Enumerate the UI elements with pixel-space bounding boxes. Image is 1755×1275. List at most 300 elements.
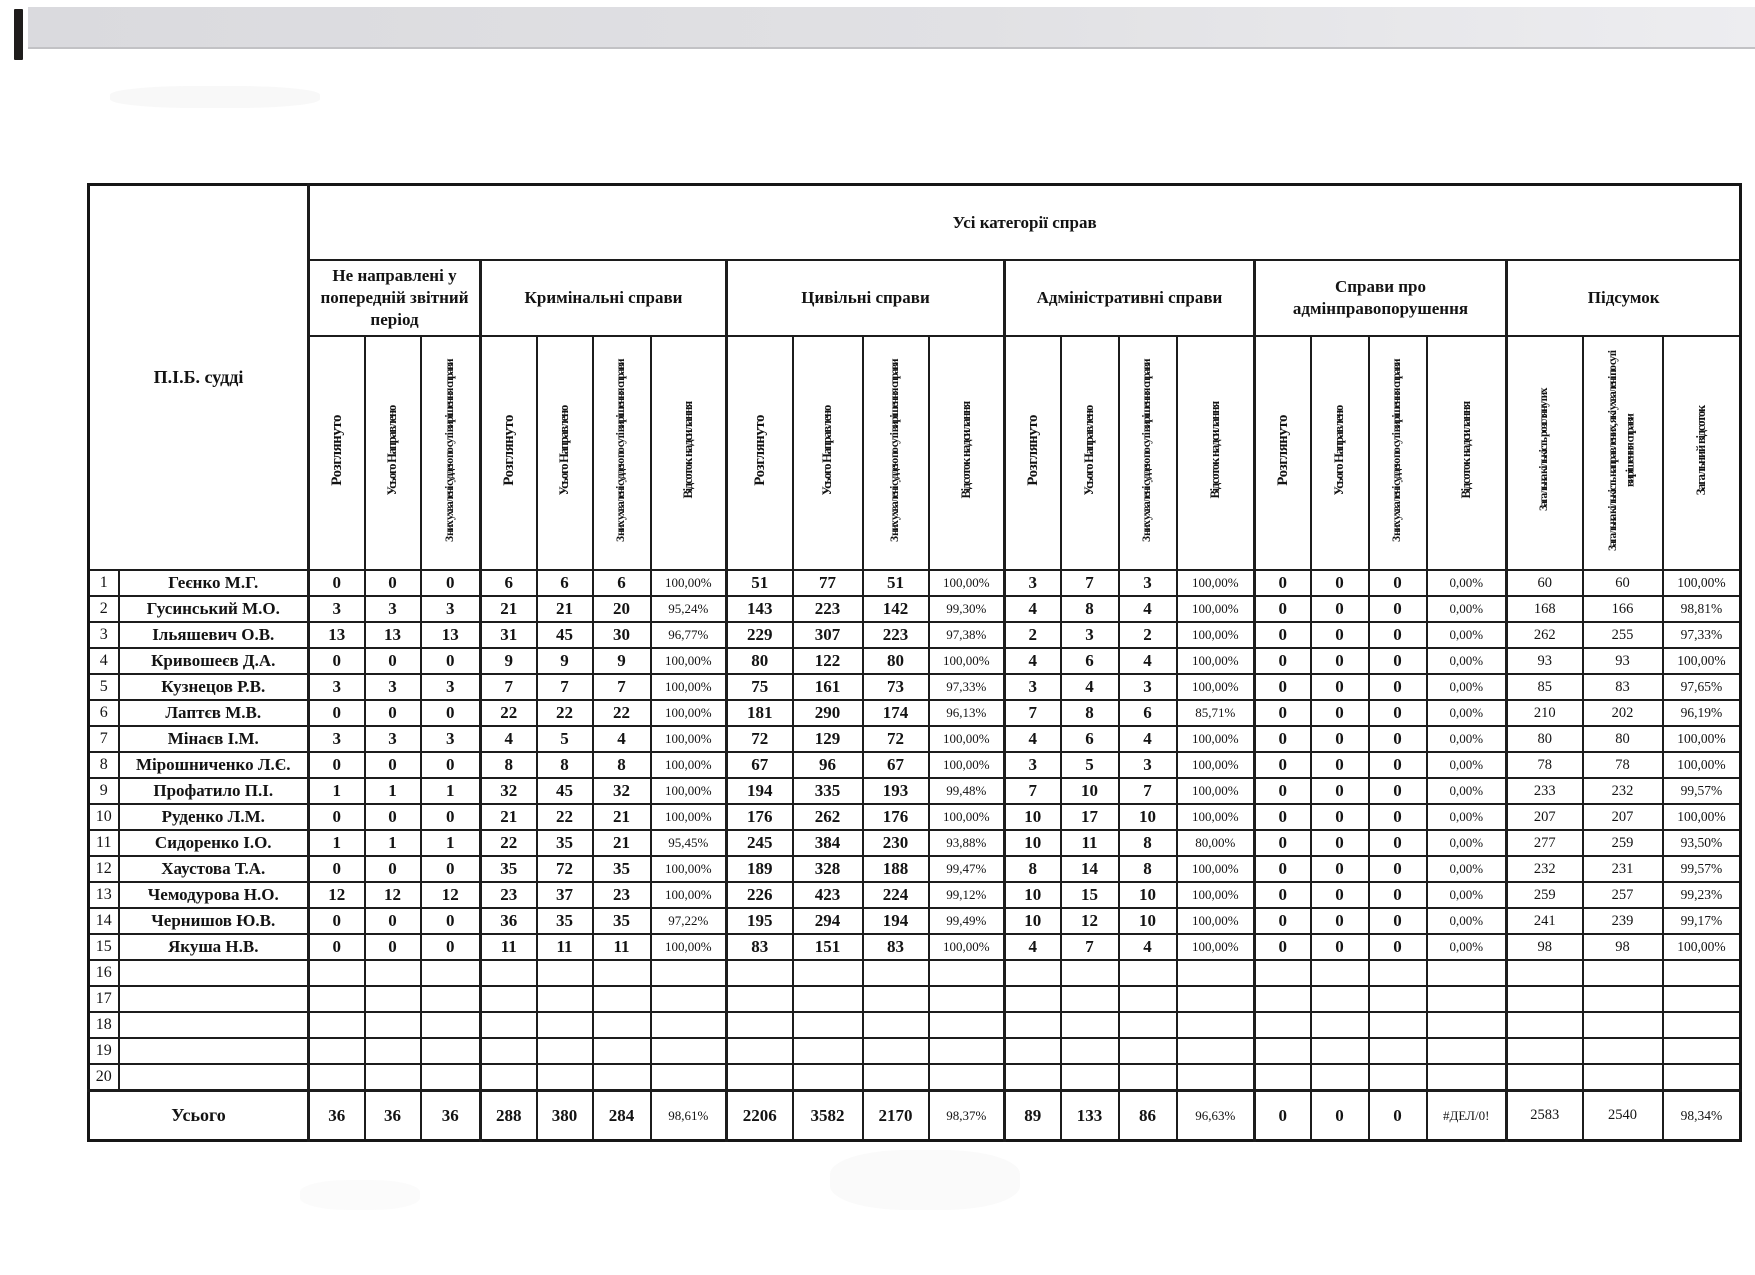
value-cell: 4 bbox=[1005, 934, 1061, 960]
column-header: Усього Направлено bbox=[1082, 405, 1097, 496]
value-cell bbox=[1005, 1012, 1061, 1038]
percent-cell: 100,00% bbox=[1177, 934, 1255, 960]
value-cell: 1 bbox=[421, 778, 481, 804]
value-cell: 12 bbox=[1061, 908, 1119, 934]
value-cell: 10 bbox=[1005, 908, 1061, 934]
value-cell: 51 bbox=[863, 570, 929, 596]
value-cell bbox=[309, 1038, 365, 1064]
summary-cell: 100,00% bbox=[1663, 752, 1741, 778]
column-header: Розглянуто bbox=[500, 415, 517, 486]
percent-cell bbox=[929, 1012, 1005, 1038]
row-number-cell: 7 bbox=[89, 726, 119, 752]
summary-cell bbox=[1507, 960, 1583, 986]
summary-cell: 97,33% bbox=[1663, 622, 1741, 648]
value-cell bbox=[365, 1012, 421, 1038]
value-cell: 4 bbox=[1119, 648, 1177, 674]
table-row bbox=[89, 752, 1741, 778]
value-cell: 9 bbox=[593, 648, 651, 674]
judge-name-cell bbox=[119, 1012, 309, 1038]
value-cell: 0 bbox=[1255, 778, 1311, 804]
table-row bbox=[89, 1038, 1741, 1064]
column-header-cell bbox=[537, 336, 593, 570]
summary-cell: 60 bbox=[1507, 570, 1583, 596]
column-header-cell bbox=[365, 336, 421, 570]
column-header-cell bbox=[929, 336, 1005, 570]
row-number-cell: 8 bbox=[89, 752, 119, 778]
percent-cell: 0,00% bbox=[1427, 570, 1507, 596]
value-cell: 0 bbox=[1255, 752, 1311, 778]
column-header-cell bbox=[1311, 336, 1369, 570]
percent-cell bbox=[1177, 1012, 1255, 1038]
column-header: Загальна кількість розглянутих bbox=[1538, 389, 1551, 512]
value-cell: 161 bbox=[793, 674, 863, 700]
value-cell: 0 bbox=[1369, 908, 1427, 934]
value-cell: 229 bbox=[727, 622, 793, 648]
value-cell: 5 bbox=[1061, 752, 1119, 778]
percent-cell: 100,00% bbox=[1177, 752, 1255, 778]
value-cell: 23 bbox=[593, 882, 651, 908]
value-cell: 0 bbox=[365, 700, 421, 726]
value-cell: 0 bbox=[1255, 648, 1311, 674]
value-cell: 80 bbox=[727, 648, 793, 674]
value-cell: 21 bbox=[481, 596, 537, 622]
value-cell bbox=[1255, 1038, 1311, 1064]
percent-cell bbox=[1427, 1012, 1507, 1038]
value-cell: 4 bbox=[1119, 934, 1177, 960]
summary-cell: 99,23% bbox=[1663, 882, 1741, 908]
value-cell: 0 bbox=[365, 856, 421, 882]
table-row bbox=[89, 804, 1741, 830]
summary-cell: 93,50% bbox=[1663, 830, 1741, 856]
percent-cell bbox=[929, 960, 1005, 986]
value-cell: 0 bbox=[309, 570, 365, 596]
percent-cell: 100,00% bbox=[929, 570, 1005, 596]
total-value-cell: 2540 bbox=[1583, 1091, 1663, 1141]
summary-cell: 85 bbox=[1507, 674, 1583, 700]
scanner-mark-artifact bbox=[14, 9, 23, 60]
percent-cell bbox=[1177, 1038, 1255, 1064]
value-cell: 0 bbox=[309, 856, 365, 882]
summary-cell bbox=[1663, 1012, 1741, 1038]
value-cell: 35 bbox=[593, 908, 651, 934]
value-cell: 11 bbox=[1061, 830, 1119, 856]
value-cell: 0 bbox=[421, 934, 481, 960]
percent-cell: 0,00% bbox=[1427, 934, 1507, 960]
value-cell bbox=[421, 1012, 481, 1038]
column-header-cell bbox=[1255, 336, 1311, 570]
column-header: Усього Направлено bbox=[820, 405, 835, 496]
value-cell: 129 bbox=[793, 726, 863, 752]
value-cell: 7 bbox=[1005, 700, 1061, 726]
value-cell: 0 bbox=[1311, 830, 1369, 856]
value-cell bbox=[593, 1038, 651, 1064]
value-cell bbox=[593, 960, 651, 986]
summary-cell: 93 bbox=[1583, 648, 1663, 674]
total-value-cell: 380 bbox=[537, 1091, 593, 1141]
total-value-cell: 0 bbox=[1255, 1091, 1311, 1141]
value-cell: 0 bbox=[309, 908, 365, 934]
row-number-cell: 13 bbox=[89, 882, 119, 908]
value-cell: 4 bbox=[1119, 596, 1177, 622]
value-cell bbox=[481, 1012, 537, 1038]
percent-cell: 96,13% bbox=[929, 700, 1005, 726]
value-cell: 83 bbox=[863, 934, 929, 960]
row-number-cell: 14 bbox=[89, 908, 119, 934]
column-header-cell bbox=[1583, 336, 1663, 570]
value-cell bbox=[537, 960, 593, 986]
row-number-cell: 2 bbox=[89, 596, 119, 622]
value-cell: 0 bbox=[365, 934, 421, 960]
judge-name-cell bbox=[119, 960, 309, 986]
value-cell bbox=[793, 1012, 863, 1038]
value-cell: 80 bbox=[863, 648, 929, 674]
table-row bbox=[89, 1012, 1741, 1038]
value-cell: 32 bbox=[593, 778, 651, 804]
row-number-cell: 4 bbox=[89, 648, 119, 674]
percent-cell: 0,00% bbox=[1427, 674, 1507, 700]
value-cell bbox=[309, 1012, 365, 1038]
value-cell: 6 bbox=[481, 570, 537, 596]
value-cell: 10 bbox=[1005, 804, 1061, 830]
value-cell: 0 bbox=[421, 570, 481, 596]
value-cell bbox=[727, 1012, 793, 1038]
value-cell: 0 bbox=[1311, 700, 1369, 726]
value-cell: 0 bbox=[1311, 674, 1369, 700]
group-header: Справи про адмінправопорушення bbox=[1255, 260, 1507, 336]
summary-cell: 207 bbox=[1507, 804, 1583, 830]
value-cell: 22 bbox=[537, 804, 593, 830]
summary-cell: 97,65% bbox=[1663, 674, 1741, 700]
value-cell: 13 bbox=[309, 622, 365, 648]
value-cell bbox=[863, 1012, 929, 1038]
value-cell: 0 bbox=[421, 804, 481, 830]
value-cell: 4 bbox=[481, 726, 537, 752]
column-header-cell bbox=[651, 336, 727, 570]
value-cell: 72 bbox=[863, 726, 929, 752]
judge-name-cell: Руденко Л.М. bbox=[119, 804, 309, 830]
value-cell: 0 bbox=[1369, 700, 1427, 726]
value-cell: 35 bbox=[481, 856, 537, 882]
summary-cell: 255 bbox=[1583, 622, 1663, 648]
percent-cell: 0,00% bbox=[1427, 700, 1507, 726]
value-cell: 35 bbox=[593, 856, 651, 882]
column-header: З них ухвалені суддею по суті вирішення справи bbox=[614, 359, 627, 542]
value-cell: 0 bbox=[365, 570, 421, 596]
judges-column-header: П.І.Б. судді bbox=[89, 185, 309, 571]
value-cell: 142 bbox=[863, 596, 929, 622]
value-cell: 45 bbox=[537, 622, 593, 648]
value-cell bbox=[1119, 1012, 1177, 1038]
value-cell: 72 bbox=[537, 856, 593, 882]
value-cell bbox=[863, 1064, 929, 1091]
value-cell: 11 bbox=[537, 934, 593, 960]
value-cell: 31 bbox=[481, 622, 537, 648]
value-cell: 7 bbox=[481, 674, 537, 700]
value-cell bbox=[593, 986, 651, 1012]
percent-cell: 100,00% bbox=[1177, 804, 1255, 830]
total-value-cell: #ДЕЛ/0! bbox=[1427, 1091, 1507, 1141]
value-cell bbox=[365, 986, 421, 1012]
value-cell: 6 bbox=[1119, 700, 1177, 726]
percent-cell: 0,00% bbox=[1427, 596, 1507, 622]
value-cell: 1 bbox=[365, 778, 421, 804]
value-cell: 4 bbox=[1061, 674, 1119, 700]
value-cell: 3 bbox=[365, 596, 421, 622]
value-cell: 9 bbox=[537, 648, 593, 674]
value-cell bbox=[1311, 1064, 1369, 1091]
value-cell: 384 bbox=[793, 830, 863, 856]
value-cell bbox=[1005, 1064, 1061, 1091]
column-header: Усього Направлено bbox=[1332, 405, 1347, 496]
table-row bbox=[89, 700, 1741, 726]
summary-cell bbox=[1583, 1012, 1663, 1038]
value-cell bbox=[1119, 1038, 1177, 1064]
value-cell bbox=[863, 986, 929, 1012]
column-header-cell bbox=[593, 336, 651, 570]
value-cell: 176 bbox=[863, 804, 929, 830]
value-cell: 45 bbox=[537, 778, 593, 804]
percent-cell: 0,00% bbox=[1427, 726, 1507, 752]
value-cell: 0 bbox=[1369, 778, 1427, 804]
total-value-cell: 0 bbox=[1369, 1091, 1427, 1141]
percent-cell: 93,88% bbox=[929, 830, 1005, 856]
percent-cell: 100,00% bbox=[1177, 908, 1255, 934]
value-cell bbox=[309, 1064, 365, 1091]
value-cell bbox=[537, 986, 593, 1012]
group-header: Адміністративні справи bbox=[1005, 260, 1255, 336]
row-number-cell: 11 bbox=[89, 830, 119, 856]
value-cell: 4 bbox=[593, 726, 651, 752]
value-cell: 12 bbox=[421, 882, 481, 908]
table-row bbox=[89, 570, 1741, 596]
column-header: Розглянуто bbox=[751, 415, 768, 486]
column-header: Відсоток надсилання bbox=[1208, 402, 1223, 499]
value-cell: 7 bbox=[1061, 570, 1119, 596]
total-value-cell: 98,61% bbox=[651, 1091, 727, 1141]
value-cell: 10 bbox=[1005, 882, 1061, 908]
percent-cell: 100,00% bbox=[651, 778, 727, 804]
value-cell bbox=[1005, 1038, 1061, 1064]
value-cell: 3 bbox=[1061, 622, 1119, 648]
value-cell: 0 bbox=[1255, 674, 1311, 700]
value-cell: 0 bbox=[1369, 882, 1427, 908]
percent-cell: 100,00% bbox=[1177, 674, 1255, 700]
value-cell: 0 bbox=[1255, 804, 1311, 830]
value-cell: 21 bbox=[537, 596, 593, 622]
percent-cell bbox=[1427, 986, 1507, 1012]
column-header-cell bbox=[481, 336, 537, 570]
value-cell: 0 bbox=[365, 804, 421, 830]
percent-cell: 97,22% bbox=[651, 908, 727, 934]
table-row bbox=[89, 856, 1741, 882]
column-header-cell bbox=[421, 336, 481, 570]
value-cell: 3 bbox=[1119, 752, 1177, 778]
value-cell bbox=[1311, 960, 1369, 986]
value-cell: 0 bbox=[1255, 596, 1311, 622]
value-cell bbox=[421, 1064, 481, 1091]
value-cell bbox=[309, 960, 365, 986]
value-cell: 290 bbox=[793, 700, 863, 726]
summary-cell bbox=[1507, 1012, 1583, 1038]
summary-cell: 98,81% bbox=[1663, 596, 1741, 622]
value-cell: 188 bbox=[863, 856, 929, 882]
row-number-cell: 16 bbox=[89, 960, 119, 986]
value-cell: 15 bbox=[1061, 882, 1119, 908]
value-cell: 0 bbox=[1311, 570, 1369, 596]
value-cell: 307 bbox=[793, 622, 863, 648]
column-header-cell bbox=[1119, 336, 1177, 570]
percent-cell: 95,24% bbox=[651, 596, 727, 622]
group-header: Підсумок bbox=[1507, 260, 1741, 336]
total-value-cell: 2170 bbox=[863, 1091, 929, 1141]
summary-cell: 257 bbox=[1583, 882, 1663, 908]
column-header: Відсоток надсилання bbox=[959, 402, 974, 499]
value-cell: 83 bbox=[727, 934, 793, 960]
value-cell: 1 bbox=[421, 830, 481, 856]
value-cell bbox=[309, 986, 365, 1012]
value-cell bbox=[1369, 1064, 1427, 1091]
value-cell: 194 bbox=[727, 778, 793, 804]
row-number-cell: 12 bbox=[89, 856, 119, 882]
total-value-cell: 3582 bbox=[793, 1091, 863, 1141]
percent-cell: 0,00% bbox=[1427, 856, 1507, 882]
total-value-cell: 284 bbox=[593, 1091, 651, 1141]
value-cell: 3 bbox=[421, 596, 481, 622]
column-header-cell bbox=[1061, 336, 1119, 570]
value-cell: 6 bbox=[537, 570, 593, 596]
percent-cell bbox=[929, 986, 1005, 1012]
value-cell: 195 bbox=[727, 908, 793, 934]
value-cell: 22 bbox=[481, 830, 537, 856]
value-cell bbox=[1061, 986, 1119, 1012]
value-cell bbox=[537, 1012, 593, 1038]
value-cell: 51 bbox=[727, 570, 793, 596]
row-number-cell: 10 bbox=[89, 804, 119, 830]
value-cell: 3 bbox=[1005, 752, 1061, 778]
value-cell: 12 bbox=[309, 882, 365, 908]
group-header: Кримінальні справи bbox=[481, 260, 727, 336]
value-cell: 9 bbox=[481, 648, 537, 674]
summary-cell: 83 bbox=[1583, 674, 1663, 700]
table-row bbox=[89, 778, 1741, 804]
column-header-cell bbox=[1663, 336, 1741, 570]
value-cell: 0 bbox=[1311, 778, 1369, 804]
value-cell bbox=[1311, 1038, 1369, 1064]
summary-cell: 100,00% bbox=[1663, 570, 1741, 596]
value-cell: 143 bbox=[727, 596, 793, 622]
percent-cell bbox=[929, 1064, 1005, 1091]
value-cell bbox=[1311, 986, 1369, 1012]
value-cell: 3 bbox=[365, 674, 421, 700]
value-cell bbox=[1119, 1064, 1177, 1091]
percent-cell: 0,00% bbox=[1427, 752, 1507, 778]
summary-cell: 100,00% bbox=[1663, 804, 1741, 830]
summary-cell: 231 bbox=[1583, 856, 1663, 882]
value-cell: 10 bbox=[1119, 908, 1177, 934]
scanner-edge-artifact bbox=[28, 7, 1755, 49]
value-cell bbox=[793, 1064, 863, 1091]
column-header-cell bbox=[863, 336, 929, 570]
value-cell bbox=[1369, 986, 1427, 1012]
percent-cell bbox=[1177, 960, 1255, 986]
value-cell: 5 bbox=[537, 726, 593, 752]
total-value-cell: 2583 bbox=[1507, 1091, 1583, 1141]
percent-cell: 100,00% bbox=[651, 570, 727, 596]
judge-name-cell: Лаптєв М.В. bbox=[119, 700, 309, 726]
value-cell: 245 bbox=[727, 830, 793, 856]
value-cell: 151 bbox=[793, 934, 863, 960]
value-cell: 0 bbox=[1369, 674, 1427, 700]
row-number-cell: 9 bbox=[89, 778, 119, 804]
value-cell: 7 bbox=[1119, 778, 1177, 804]
value-cell: 0 bbox=[1311, 622, 1369, 648]
value-cell: 0 bbox=[1311, 726, 1369, 752]
judge-name-cell: Мірошниченко Л.Є. bbox=[119, 752, 309, 778]
value-cell: 328 bbox=[793, 856, 863, 882]
summary-cell: 78 bbox=[1583, 752, 1663, 778]
summary-cell: 202 bbox=[1583, 700, 1663, 726]
column-header: З них ухвалені суддею по суті вирішення справи bbox=[1140, 359, 1153, 542]
percent-cell bbox=[1427, 1038, 1507, 1064]
percent-cell bbox=[1177, 986, 1255, 1012]
row-number-cell: 6 bbox=[89, 700, 119, 726]
value-cell: 22 bbox=[593, 700, 651, 726]
summary-cell: 78 bbox=[1507, 752, 1583, 778]
value-cell: 4 bbox=[1005, 648, 1061, 674]
summary-cell bbox=[1663, 1038, 1741, 1064]
value-cell bbox=[793, 960, 863, 986]
value-cell: 10 bbox=[1119, 882, 1177, 908]
value-cell: 3 bbox=[421, 674, 481, 700]
value-cell: 22 bbox=[537, 700, 593, 726]
value-cell: 3 bbox=[365, 726, 421, 752]
value-cell: 67 bbox=[863, 752, 929, 778]
value-cell: 3 bbox=[421, 726, 481, 752]
summary-cell: 233 bbox=[1507, 778, 1583, 804]
total-value-cell: 36 bbox=[421, 1091, 481, 1141]
percent-cell: 100,00% bbox=[651, 752, 727, 778]
value-cell: 0 bbox=[1255, 726, 1311, 752]
value-cell: 13 bbox=[421, 622, 481, 648]
row-number-cell: 17 bbox=[89, 986, 119, 1012]
column-header: Загальний відсоток bbox=[1694, 405, 1709, 496]
value-cell: 174 bbox=[863, 700, 929, 726]
value-cell: 23 bbox=[481, 882, 537, 908]
value-cell: 35 bbox=[537, 830, 593, 856]
value-cell bbox=[365, 960, 421, 986]
value-cell: 6 bbox=[593, 570, 651, 596]
summary-cell: 99,57% bbox=[1663, 778, 1741, 804]
value-cell: 36 bbox=[481, 908, 537, 934]
value-cell: 20 bbox=[593, 596, 651, 622]
value-cell: 8 bbox=[537, 752, 593, 778]
percent-cell: 100,00% bbox=[1177, 882, 1255, 908]
table-row bbox=[89, 622, 1741, 648]
value-cell: 75 bbox=[727, 674, 793, 700]
judge-name-cell: Ільяшевич О.В. bbox=[119, 622, 309, 648]
total-value-cell: 133 bbox=[1061, 1091, 1119, 1141]
value-cell: 6 bbox=[1061, 648, 1119, 674]
summary-cell: 98 bbox=[1507, 934, 1583, 960]
value-cell: 0 bbox=[1311, 648, 1369, 674]
value-cell bbox=[727, 986, 793, 1012]
value-cell bbox=[1005, 960, 1061, 986]
value-cell: 21 bbox=[593, 804, 651, 830]
column-header-cell bbox=[1177, 336, 1255, 570]
group-header-row bbox=[89, 260, 1741, 336]
column-header-cell bbox=[793, 336, 863, 570]
value-cell: 8 bbox=[1119, 856, 1177, 882]
